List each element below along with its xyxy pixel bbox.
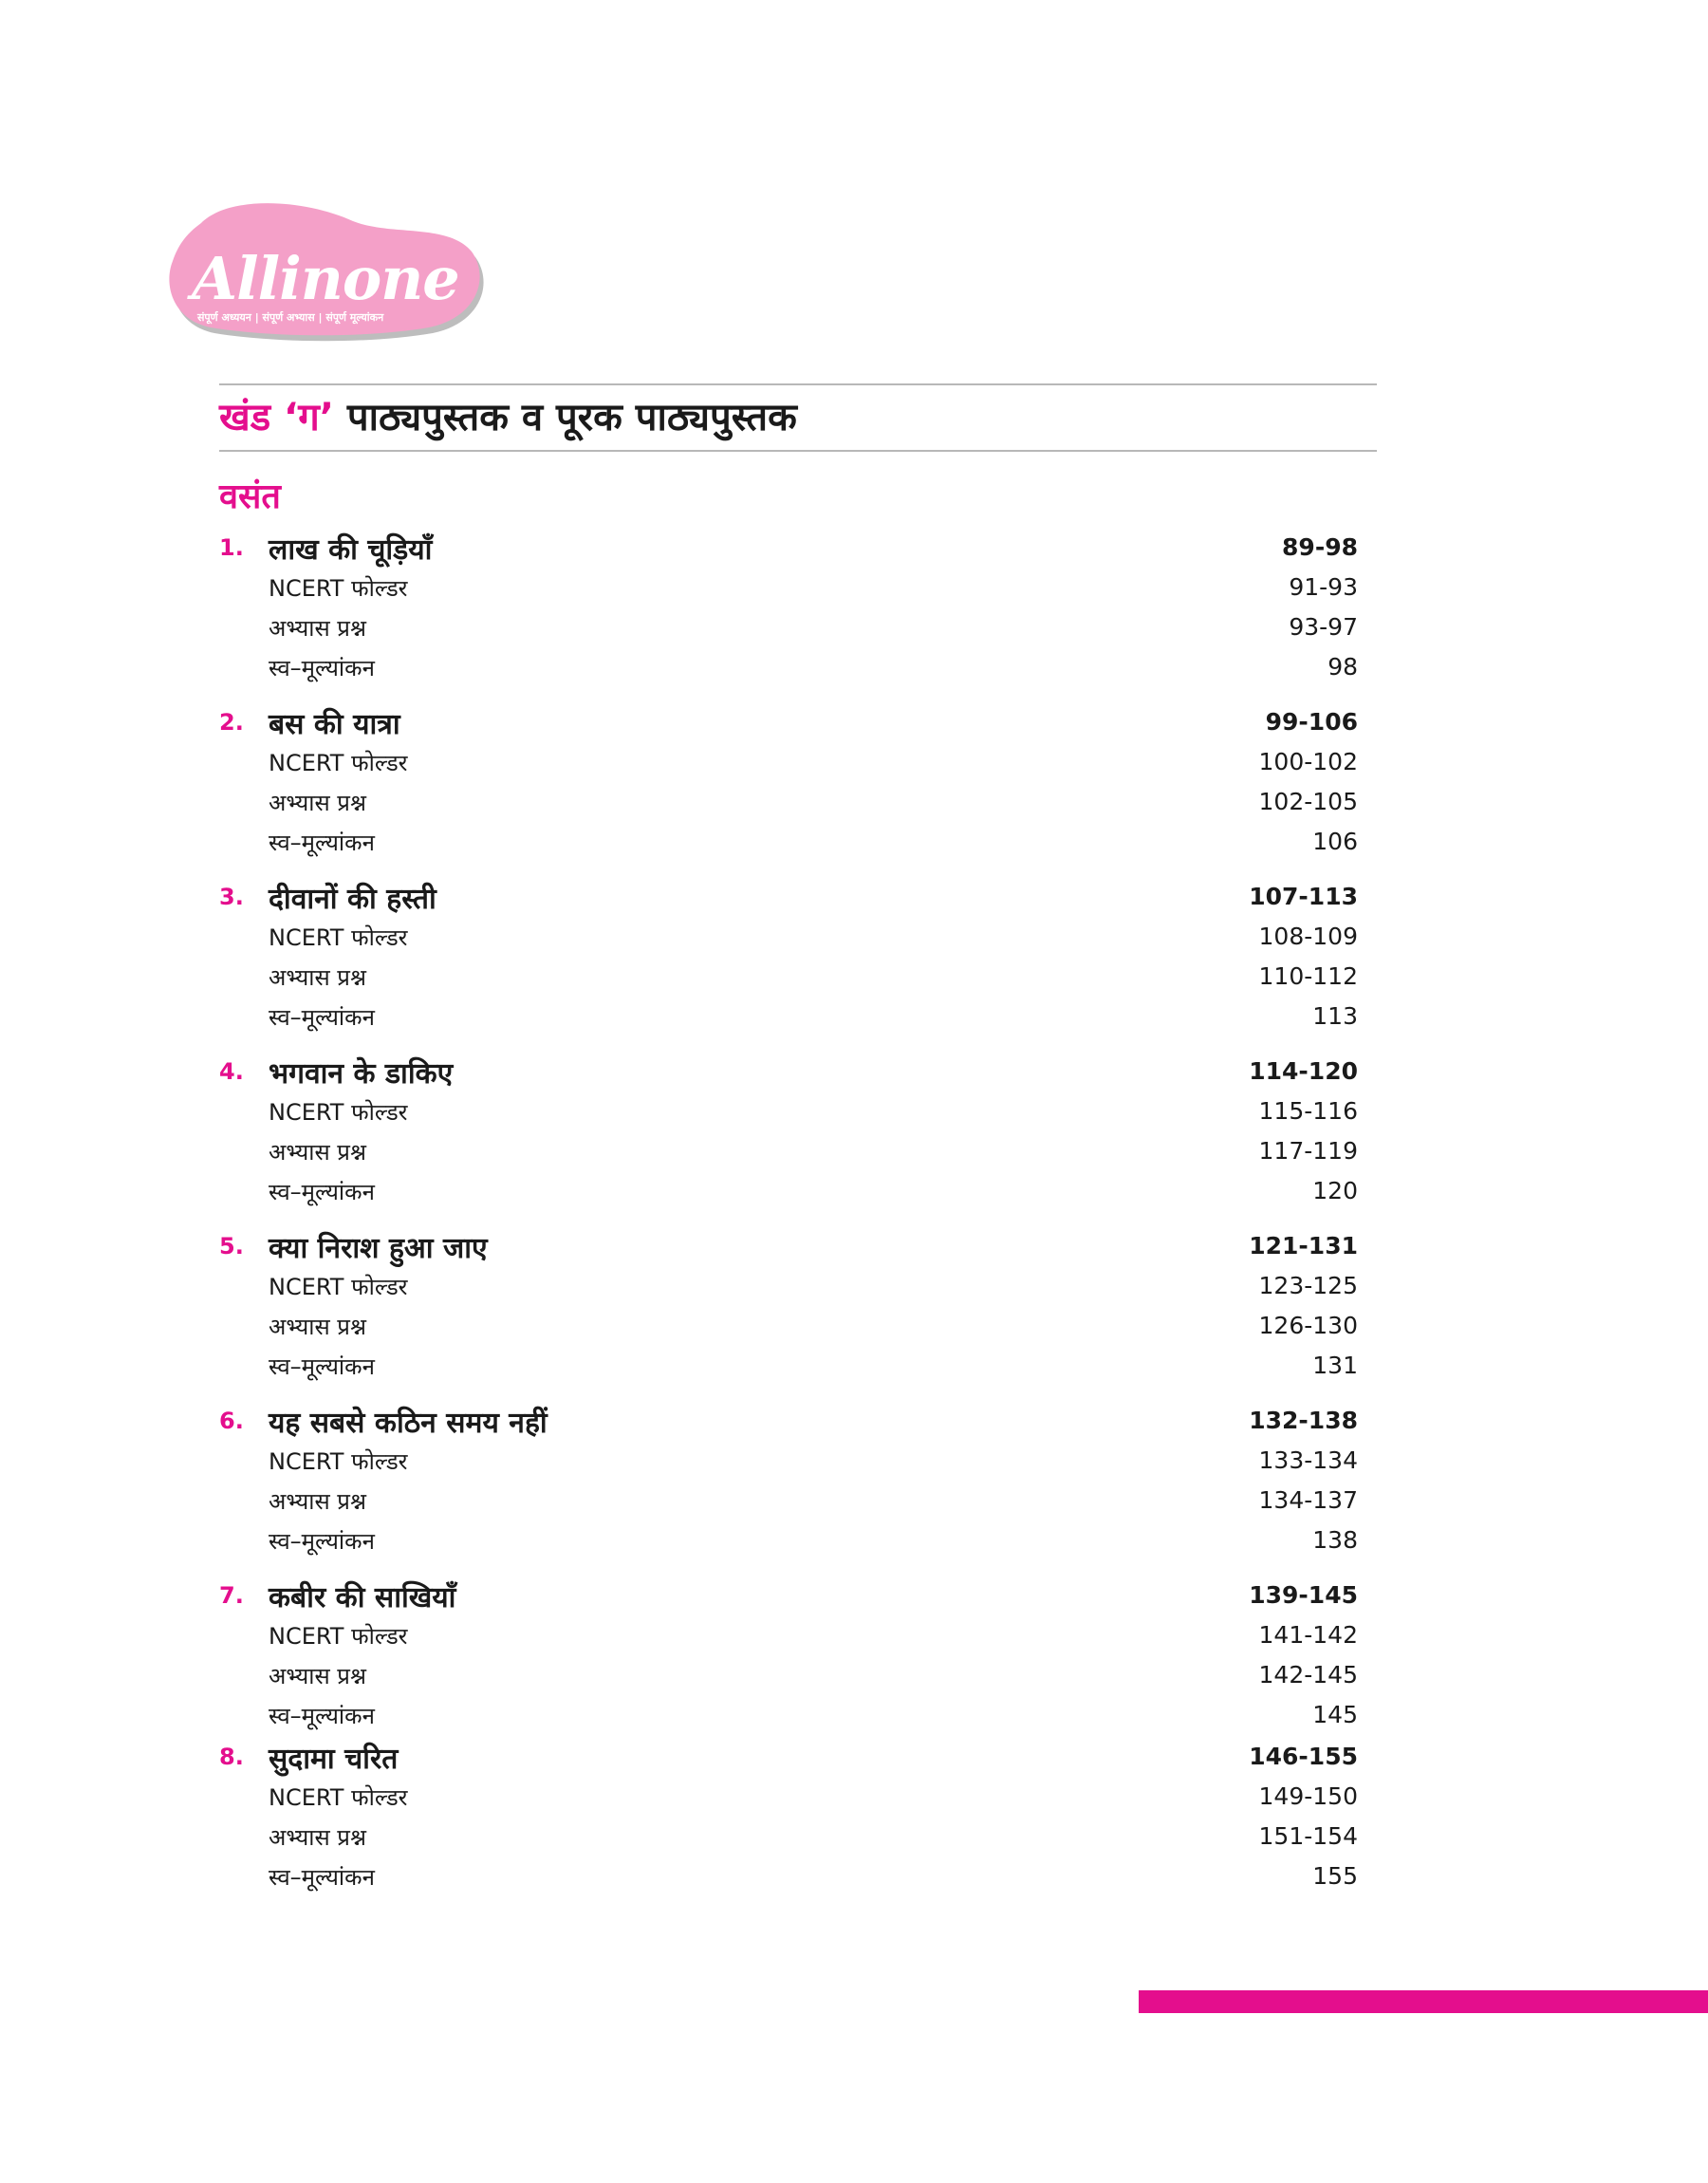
section-title: पाठ्यपुस्तक व पूरक पाठ्यपुस्तक	[346, 396, 797, 439]
subsection-label: स्व–मूल्यांकन	[269, 654, 375, 681]
subsection-label: स्व–मूल्यांकन	[269, 1353, 375, 1380]
subsection-label: NCERT फोल्डर	[269, 1098, 408, 1126]
subsection-label: स्व–मूल्यांकन	[269, 1527, 375, 1555]
subsection-row[interactable]	[219, 568, 1358, 607]
chapter-title: बस की यात्रा	[269, 707, 400, 741]
subsection-row[interactable]	[219, 957, 1358, 997]
chapter-entry	[219, 1226, 1358, 1386]
all-in-one-logo	[163, 195, 486, 346]
logo-tagline: संपूर्ण अध्ययन | संपूर्ण अभ्यास | संपूर्ण मूल्यांकन	[197, 311, 384, 324]
subsection-label: अभ्यास प्रश्न	[269, 963, 366, 991]
chapter-number: 8.	[219, 1744, 244, 1770]
subsection-row[interactable]	[219, 1131, 1358, 1171]
chapter-pages: 99-106	[1265, 708, 1358, 736]
subsection-pages: 151-154	[1258, 1822, 1358, 1850]
subsection-pages: 134-137	[1258, 1486, 1358, 1514]
subsection-row[interactable]	[219, 1615, 1358, 1655]
chapter-number: 4.	[219, 1058, 244, 1085]
subsection-row[interactable]	[219, 917, 1358, 957]
chapter-title: सुदामा चरित	[269, 1742, 399, 1776]
subsection-label: स्व–मूल्यांकन	[269, 1702, 375, 1729]
chapter-number: 5.	[219, 1233, 244, 1259]
subsection-row[interactable]	[219, 1521, 1358, 1560]
book-title: वसंत	[219, 477, 281, 516]
chapter-row[interactable]	[219, 528, 1358, 568]
subsection-row[interactable]	[219, 1777, 1358, 1817]
chapter-title: कबीर की साखियाँ	[269, 1580, 456, 1614]
chapter-row[interactable]	[219, 1737, 1358, 1777]
chapter-number: 7.	[219, 1582, 244, 1609]
subsection-pages: 120	[1312, 1177, 1358, 1204]
subsection-pages: 131	[1312, 1352, 1358, 1379]
chapter-number: 2.	[219, 709, 244, 736]
subsection-pages: 133-134	[1258, 1446, 1358, 1474]
subsection-row[interactable]	[219, 1092, 1358, 1131]
subsection-pages: 106	[1312, 828, 1358, 855]
subsection-row[interactable]	[219, 1171, 1358, 1211]
subsection-pages: 117-119	[1258, 1137, 1358, 1165]
chapter-row[interactable]	[219, 1576, 1358, 1615]
subsection-label: अभ्यास प्रश्न	[269, 1662, 366, 1689]
chapter-entry	[219, 877, 1358, 1036]
subsection-label: NCERT फोल्डर	[269, 1273, 408, 1300]
chapter-pages: 146-155	[1249, 1743, 1358, 1770]
chapter-title: यह सबसे कठिन समय नहीं	[269, 1406, 548, 1440]
subsection-pages: 155	[1312, 1862, 1358, 1890]
subsection-label: अभ्यास प्रश्न	[269, 789, 366, 816]
subsection-pages: 126-130	[1258, 1312, 1358, 1339]
section-heading	[219, 391, 797, 444]
subsection-pages: 141-142	[1258, 1621, 1358, 1649]
subsection-row[interactable]	[219, 647, 1358, 687]
subsection-label: स्व–मूल्यांकन	[269, 1863, 375, 1891]
subsection-row[interactable]	[219, 1856, 1358, 1896]
subsection-row[interactable]	[219, 1695, 1358, 1735]
subsection-row[interactable]	[219, 782, 1358, 822]
subsection-label: स्व–मूल्यांकन	[269, 1003, 375, 1031]
chapter-entry	[219, 528, 1358, 687]
chapter-entry	[219, 1401, 1358, 1560]
subsection-label: अभ्यास प्रश्न	[269, 1313, 366, 1340]
subsection-pages: 108-109	[1258, 923, 1358, 950]
chapter-entry	[219, 702, 1358, 862]
chapter-pages: 139-145	[1249, 1581, 1358, 1609]
subsection-label: स्व–मूल्यांकन	[269, 829, 375, 856]
chapter-entry	[219, 1576, 1358, 1735]
subsection-label: NCERT फोल्डर	[269, 1783, 408, 1811]
chapter-pages: 132-138	[1249, 1407, 1358, 1434]
subsection-pages: 113	[1312, 1002, 1358, 1030]
subsection-label: अभ्यास प्रश्न	[269, 1823, 366, 1851]
subsection-label: NCERT फोल्डर	[269, 924, 408, 951]
chapter-pages: 89-98	[1282, 533, 1358, 561]
chapter-title: भगवान के डाकिए	[269, 1056, 454, 1091]
section-prefix: खंड ‘ग’	[219, 396, 334, 439]
subsection-pages: 142-145	[1258, 1661, 1358, 1689]
subsection-label: NCERT फोल्डर	[269, 574, 408, 602]
header-rule-top	[219, 383, 1377, 385]
subsection-label: NCERT फोल्डर	[269, 749, 408, 776]
subsection-pages: 145	[1312, 1701, 1358, 1728]
subsection-label: अभ्यास प्रश्न	[269, 1487, 366, 1515]
subsection-pages: 93-97	[1289, 613, 1358, 641]
subsection-row[interactable]	[219, 1655, 1358, 1695]
subsection-row[interactable]	[219, 822, 1358, 862]
subsection-row[interactable]	[219, 997, 1358, 1036]
chapter-title: दीवानों की हस्ती	[269, 882, 436, 916]
chapter-entry	[219, 1737, 1358, 1896]
chapter-row[interactable]	[219, 877, 1358, 917]
subsection-pages: 98	[1327, 653, 1358, 681]
chapter-row[interactable]	[219, 1226, 1358, 1266]
subsection-pages: 123-125	[1258, 1272, 1358, 1299]
header-rule-bottom	[219, 450, 1377, 452]
subsection-label: NCERT फोल्डर	[269, 1622, 408, 1650]
subsection-pages: 91-93	[1289, 573, 1358, 601]
chapter-number: 6.	[219, 1408, 244, 1434]
chapter-row[interactable]	[219, 1401, 1358, 1441]
chapter-title: क्या निराश हुआ जाए	[269, 1231, 488, 1265]
subsection-label: NCERT फोल्डर	[269, 1447, 408, 1475]
subsection-pages: 138	[1312, 1526, 1358, 1554]
subsection-row[interactable]	[219, 742, 1358, 782]
chapter-pages: 114-120	[1249, 1057, 1358, 1085]
subsection-row[interactable]	[219, 1481, 1358, 1521]
chapter-number: 1.	[219, 534, 244, 561]
subsection-row[interactable]	[219, 607, 1358, 647]
subsection-row[interactable]	[219, 1346, 1358, 1386]
subsection-label: अभ्यास प्रश्न	[269, 1138, 366, 1166]
table-of-contents	[219, 528, 1358, 1912]
subsection-row[interactable]	[219, 1306, 1358, 1346]
chapter-row[interactable]	[219, 702, 1358, 742]
chapter-row[interactable]	[219, 1052, 1358, 1092]
decorative-pink-bar	[1139, 1990, 1708, 2013]
subsection-row[interactable]	[219, 1266, 1358, 1306]
subsection-row[interactable]	[219, 1441, 1358, 1481]
subsection-pages: 149-150	[1258, 1782, 1358, 1810]
chapter-title: लाख की चूड़ियाँ	[269, 532, 433, 567]
chapter-pages: 107-113	[1249, 883, 1358, 910]
subsection-pages: 102-105	[1258, 788, 1358, 815]
logo-brand-text: Allinone	[192, 244, 459, 313]
subsection-pages: 110-112	[1258, 962, 1358, 990]
chapter-pages: 121-131	[1249, 1232, 1358, 1259]
subsection-label: अभ्यास प्रश्न	[269, 614, 366, 642]
subsection-row[interactable]	[219, 1817, 1358, 1856]
subsection-pages: 100-102	[1258, 748, 1358, 775]
chapter-number: 3.	[219, 884, 244, 910]
chapter-entry	[219, 1052, 1358, 1211]
subsection-pages: 115-116	[1258, 1097, 1358, 1125]
subsection-label: स्व–मूल्यांकन	[269, 1178, 375, 1205]
